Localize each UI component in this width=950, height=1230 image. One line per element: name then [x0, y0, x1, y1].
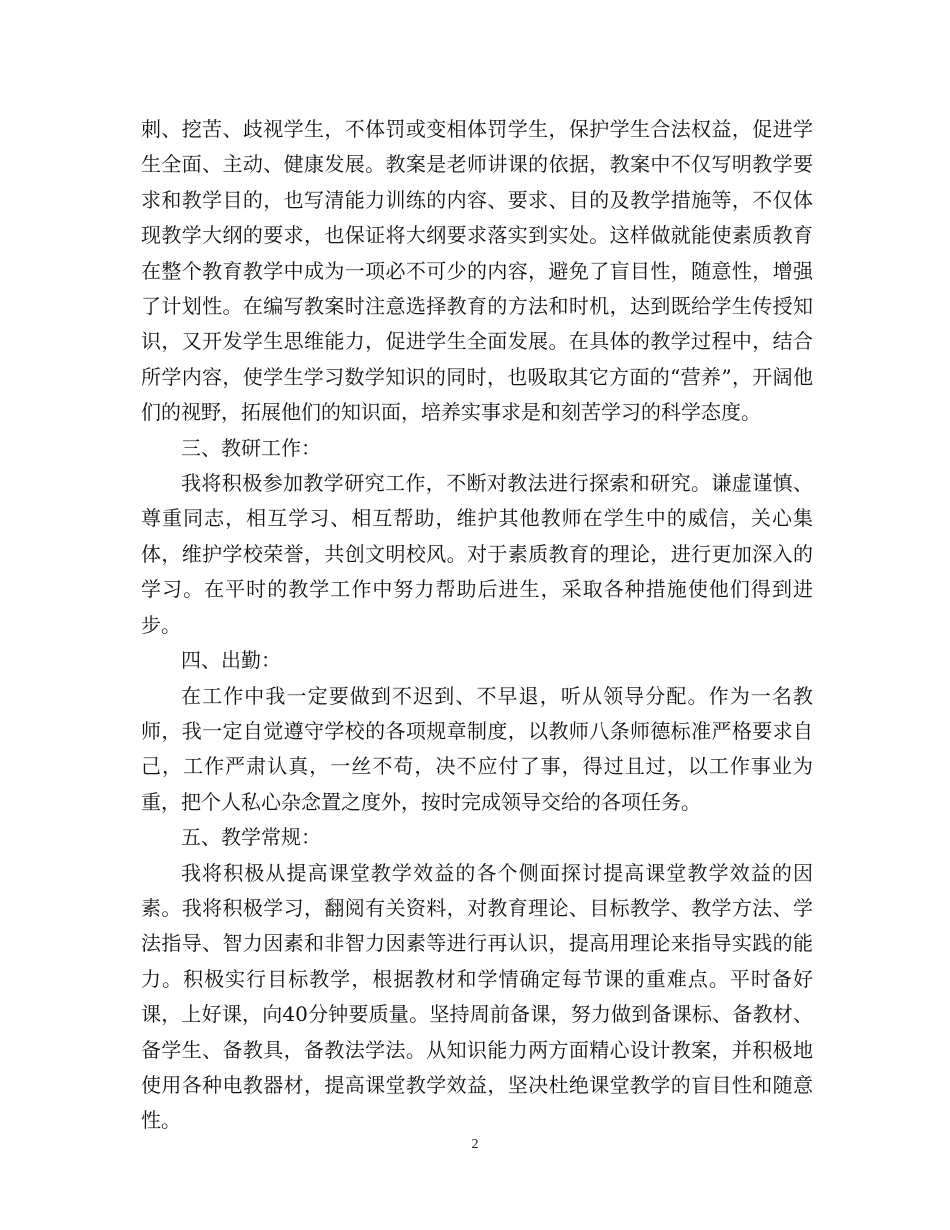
paragraph-continuation: 刺、挖苦、歧视学生，不体罚或变相体罚学生，保护学生合法权益，促进学生全面、主动、健康发展。教案是老师讲课的依据，教案中不仅写明教学要求和教学目的，也写清能力训练的内容、要求、目的及教学措施等，不仅体现教学大纲的要求，也保证将大纲要求落实到实处。这样做就能使素质教育在整个教育教学中成为一项必不可少的内容，避免了盲目性，随意性，增强了计划性。在编写教案时注意选择教育的方法和时机，达到既给学生传授知识，又开发学生思维能力，促进学生全面发展。在具体的教学过程中，结合所学内容，使学生学习数学知识的同时，也吸取其它方面的“营养”，开阔他们的视野，拓展他们的知识面，培养实事求是和刻苦学习的科学态度。 — [141, 117, 813, 425]
section-heading-attendance: 四、出勤： — [181, 648, 281, 673]
page-number: 2 — [471, 1137, 479, 1152]
document-body — [141, 112, 813, 1139]
section-heading-research: 三、教研工作： — [181, 435, 321, 460]
section-body-research: 我将积极参加教学研究工作，不断对教法进行探索和研究。谦虚谨慎、尊重同志，相互学习、相互帮助，维护其他教师在学生中的威信，关心集体，维护学校荣誉，共创文明校风。对于素质教育的理论，进行更加深入的学习。在平时的教学工作中努力帮助后进生，采取各种措施使他们得到进步。 — [141, 471, 813, 637]
section-body-attendance: 在工作中我一定要做到不迟到、不早退，听从领导分配。作为一名教师，我一定自觉遵守学校的各项规章制度，以教师八条师德标准严格要求自己，工作严肃认真，一丝不苟，决不应付了事，得过且过，以工作事业为重，把个人私心杂念置之度外，按时完成领导交给的各项任务。 — [141, 683, 813, 814]
section-body-teaching-routine: 我将积极从提高课堂教学效益的各个侧面探讨提高课堂教学效益的因素。我将积极学习，翻阅有关资料，对教育理论、目标教学、教学方法、学法指导、智力因素和非智力因素等进行再认识，提高用理论来指导实践的能力。积极实行目标教学，根据教材和学情确定每节课的重难点。平时备好课，上好课，向40分钟要质量。坚持周前备课，努力做到备课标、备教材、备学生、备教具，备教法学法。从知识能力两方面精心设计教案，并积极地使用各种电教器材，提高课堂教学效益，坚决杜绝课堂教学的盲目性和随意性。 — [141, 860, 813, 1133]
section-heading-teaching-routine: 五、教学常规： — [181, 825, 321, 850]
